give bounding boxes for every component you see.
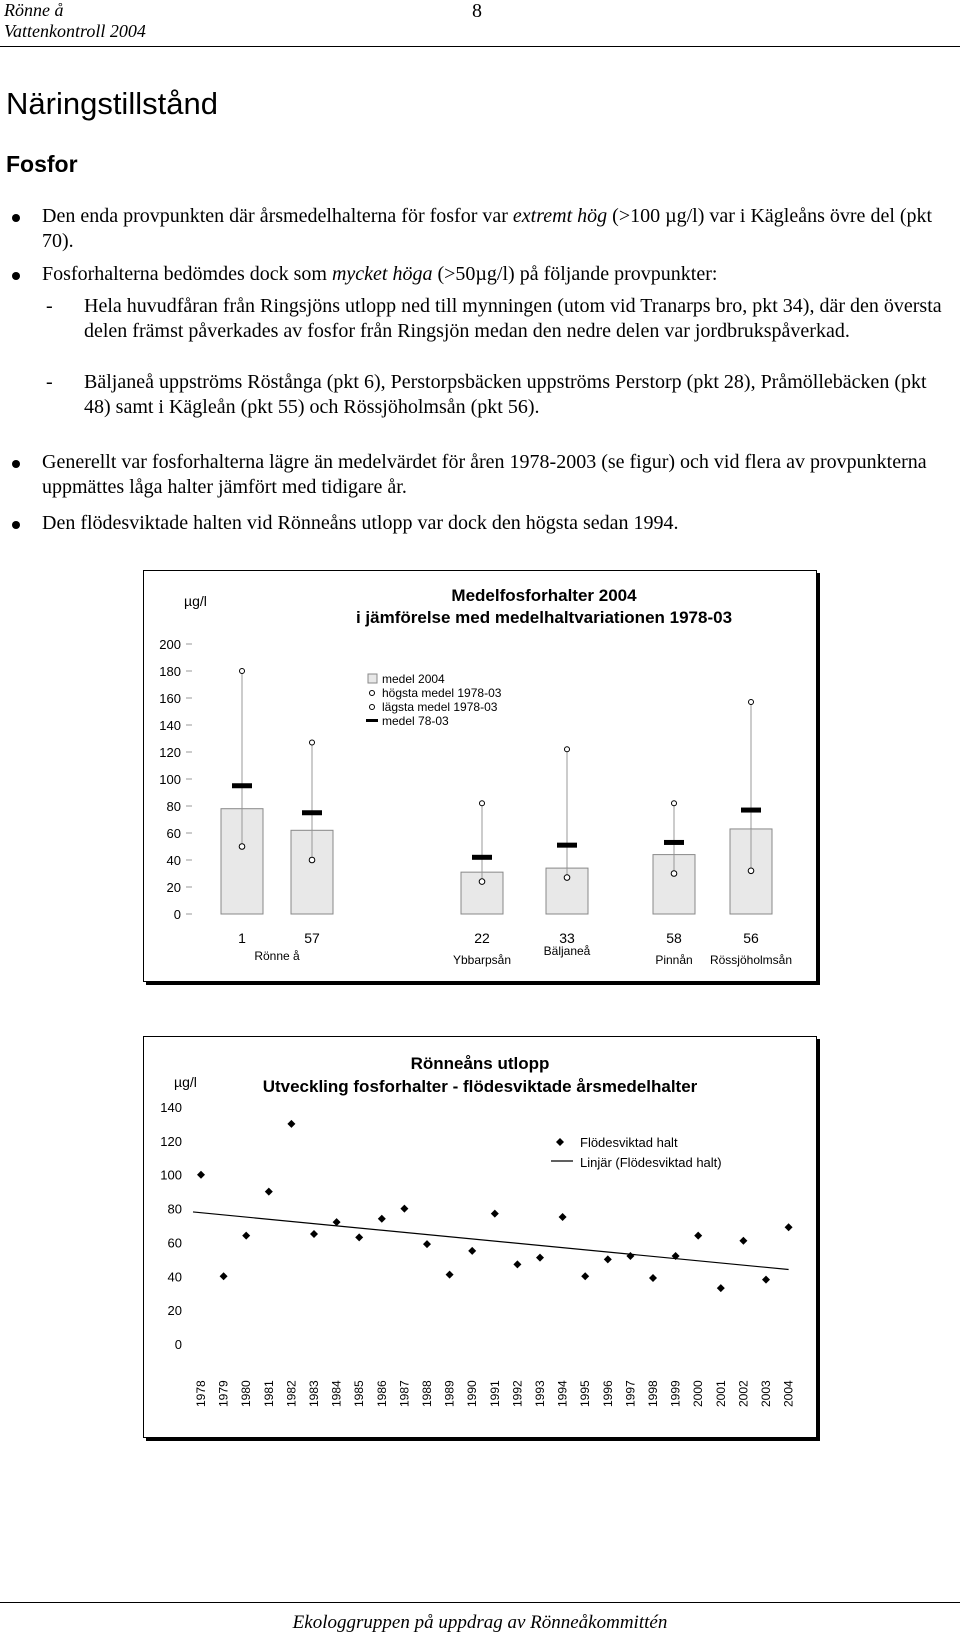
marker-mean-78-03	[664, 840, 684, 845]
y-tick-label: 80	[166, 799, 181, 814]
marker-lowest-mean	[309, 857, 315, 863]
data-point	[310, 1230, 318, 1238]
y-tick-label: 20	[167, 1303, 182, 1319]
legend-swatch-highest	[370, 691, 375, 696]
dash-mark: -	[46, 295, 53, 317]
x-tick-label: 1982	[284, 1380, 299, 1407]
data-point	[197, 1171, 205, 1179]
marker-highest-mean	[480, 801, 485, 806]
marker-mean-78-03	[741, 808, 761, 813]
data-point	[491, 1210, 499, 1218]
bullet-dot	[12, 272, 20, 280]
y-axis-ticks	[160, 1100, 182, 1352]
chart-legend	[551, 1135, 722, 1170]
marker-mean-78-03	[302, 810, 322, 815]
data-point	[739, 1237, 747, 1245]
x-tick-label: 1999	[668, 1380, 683, 1407]
x-tick-label: 1983	[307, 1380, 321, 1407]
y-tick-label: 60	[167, 1235, 182, 1251]
x-axis-labels	[238, 930, 792, 967]
x-tick-label: 1	[238, 930, 246, 946]
report-source	[4, 0, 146, 42]
data-point	[355, 1233, 363, 1241]
legend-label: högsta medel 1978-03	[382, 686, 502, 700]
x-tick-label: 1995	[578, 1380, 593, 1407]
x-tick-label: 1987	[397, 1380, 412, 1407]
x-tick-label: 1989	[442, 1380, 457, 1407]
x-tick-label: 1979	[216, 1380, 231, 1407]
x-group-label: Rössjöholmsån	[709, 953, 793, 967]
data-point	[220, 1272, 228, 1280]
data-point	[265, 1188, 273, 1196]
chart-subtitle: Utveckling fosforhalter - flödesviktade årsmedelhalter	[262, 1077, 698, 1096]
data-point	[378, 1215, 386, 1223]
sub-item-1: Hela huvudfåran från Ringsjöns utlopp ned till mynningen (utom vid Tranarps bro, pkt 34), där den översta delen främst påverkades av fosfor från Ringsjön medan den nedre delen var jordbrukspåverkad.	[84, 295, 942, 342]
y-tick-label: 100	[159, 772, 181, 787]
trend-line	[193, 1212, 789, 1270]
x-tick-label: 1991	[487, 1380, 502, 1407]
data-point	[536, 1254, 544, 1262]
data-point	[468, 1247, 476, 1255]
x-tick-label: 2001	[713, 1380, 728, 1407]
chart-2-svg	[144, 1037, 816, 1437]
legend-label: Flödesviktad halt	[580, 1135, 678, 1150]
chart-legend	[366, 672, 502, 728]
x-tick-label: 1994	[555, 1380, 570, 1407]
y-unit-label: µg/l	[184, 593, 207, 609]
legend-label: medel 2004	[382, 672, 445, 686]
data-point	[762, 1276, 770, 1284]
bullet-2: Fosforhalterna bedömdes dock som mycket höga (>50µg/l) på följande provpunkter:	[42, 263, 718, 285]
x-group-label: Ybbarpsån	[452, 953, 512, 967]
data-point	[649, 1274, 657, 1282]
legend-swatch-bar	[368, 674, 377, 683]
header-rule	[0, 46, 960, 47]
x-tick-label: 1978	[194, 1380, 208, 1407]
data-point	[513, 1260, 521, 1268]
data-point	[626, 1252, 634, 1260]
y-tick-label: 0	[174, 1337, 182, 1352]
marker-lowest-mean	[748, 868, 754, 874]
legend-swatch-point	[556, 1138, 564, 1146]
sub-item-2: Bäljaneå uppströms Röstånga (pkt 6), Perstorpsbäcken uppströms Perstorp (pkt 28), Pråmöllebäcken (pkt 48) samt i Kägleån (pkt 55) och Rössjöholmsån (pkt 56).	[84, 371, 927, 418]
report-river: Rönne å	[4, 0, 64, 20]
data-point	[423, 1240, 431, 1248]
x-tick-label: 1993	[533, 1380, 547, 1407]
x-tick-label: 1980	[239, 1380, 254, 1407]
chart-title: Rönneåns utlopp	[410, 1054, 550, 1073]
page-number: 8	[472, 0, 482, 22]
data-point	[717, 1284, 725, 1292]
x-tick-label: 2004	[781, 1380, 796, 1407]
x-tick-label: 1984	[329, 1380, 344, 1407]
y-tick-label: 160	[159, 691, 181, 706]
data-point	[446, 1271, 454, 1279]
y-unit-label: µg/l	[174, 1074, 197, 1090]
data-point	[287, 1120, 295, 1128]
x-tick-label: 1992	[510, 1380, 525, 1407]
data-point	[333, 1218, 341, 1226]
footer-rule	[0, 1602, 960, 1603]
chart-phosphorus-means	[143, 570, 817, 982]
x-tick-label: 2003	[759, 1380, 773, 1407]
marker-mean-78-03	[232, 783, 252, 788]
y-tick-label: 40	[166, 853, 181, 868]
y-tick-label: 120	[159, 745, 181, 760]
y-tick-label: 100	[160, 1167, 182, 1183]
x-tick-label: 2000	[691, 1380, 706, 1407]
x-group-label: Rönne å	[254, 949, 300, 963]
y-axis-ticks	[159, 637, 192, 922]
chart-title: Medelfosforhalter 2004	[451, 586, 637, 605]
y-tick-label: 20	[166, 880, 181, 895]
data-point	[559, 1213, 567, 1221]
subsection-title: Fosfor	[6, 151, 78, 177]
data-point	[785, 1223, 793, 1231]
marker-lowest-mean	[671, 871, 677, 877]
data-point	[242, 1232, 250, 1240]
y-tick-label: 200	[159, 637, 181, 652]
marker-highest-mean	[749, 700, 754, 705]
x-tick-label: 1996	[600, 1380, 615, 1407]
bullet-dot	[12, 521, 20, 529]
report-series: Vattenkontroll 2004	[4, 21, 146, 41]
x-tick-label: 1985	[352, 1380, 367, 1407]
y-tick-label: 0	[173, 907, 181, 922]
x-tick-label: 1981	[261, 1380, 276, 1407]
marker-lowest-mean	[479, 879, 485, 885]
legend-label: medel 78-03	[382, 714, 449, 728]
footer-text: Ekologgruppen på uppdrag av Rönneåkommittén	[292, 1612, 668, 1633]
marker-highest-mean	[310, 740, 315, 745]
x-group-label: Bäljaneå	[543, 944, 591, 958]
x-tick-label: 1997	[623, 1380, 638, 1407]
x-tick-label: 57	[304, 930, 320, 946]
bullet-4: Den flödesviktade halten vid Rönneåns utlopp var dock den högsta sedan 1994.	[42, 512, 679, 534]
x-tick-label: 56	[743, 930, 759, 946]
chart-subtitle: i jämförelse med medelhaltvariationen 1978-03	[355, 608, 733, 627]
legend-swatch-lowest	[370, 705, 375, 710]
chart-outlet-trend	[143, 1036, 817, 1438]
y-tick-label: 60	[166, 826, 181, 841]
y-tick-label: 180	[159, 664, 181, 679]
chart-marks	[193, 1120, 793, 1292]
legend-label: lägsta medel 1978-03	[382, 700, 498, 714]
y-tick-label: 40	[167, 1269, 182, 1285]
x-tick-label: 33	[559, 930, 575, 946]
marker-mean-78-03	[557, 843, 577, 848]
y-tick-label: 120	[160, 1133, 182, 1149]
x-tick-label: 1990	[465, 1380, 480, 1407]
data-point	[581, 1272, 589, 1280]
x-tick-label: 1986	[374, 1380, 389, 1407]
x-tick-label: 2002	[736, 1380, 751, 1407]
x-tick-label: 1988	[420, 1380, 434, 1407]
y-tick-label: 140	[159, 718, 181, 733]
marker-highest-mean	[672, 801, 677, 806]
y-tick-label: 140	[160, 1100, 182, 1115]
x-tick-label: 22	[474, 930, 490, 946]
marker-highest-mean	[240, 669, 245, 674]
chart-1-svg	[144, 571, 816, 981]
legend-swatch-mean	[366, 719, 378, 722]
data-point	[604, 1255, 612, 1263]
bullet-dot	[12, 214, 20, 222]
x-axis-labels	[194, 1380, 796, 1407]
marker-highest-mean	[565, 747, 570, 752]
x-tick-label: 58	[666, 930, 682, 946]
x-tick-label: 1998	[646, 1380, 660, 1407]
marker-lowest-mean	[564, 875, 570, 881]
bullet-3: Generellt var fosforhalterna lägre än medelvärdet för åren 1978-2003 (se figur) och vid flera av provpunkterna uppmättes låga halter jämfört med tidigare år.	[42, 451, 927, 498]
marker-lowest-mean	[239, 844, 245, 850]
section-title: Näringstillstånd	[6, 86, 218, 121]
bullet-dot	[12, 460, 20, 468]
dash-mark: -	[46, 371, 53, 393]
data-point	[400, 1205, 408, 1213]
bullet-1: Den enda provpunkten där årsmedelhalterna för fosfor var extremt hög (>100 µg/l) var i Kägleåns övre del (pkt 70).	[42, 205, 933, 252]
marker-mean-78-03	[472, 855, 492, 860]
y-tick-label: 80	[167, 1201, 182, 1217]
legend-label: Linjär (Flödesviktad halt)	[580, 1155, 722, 1170]
data-point	[694, 1232, 702, 1240]
x-group-label: Pinnån	[655, 953, 693, 967]
